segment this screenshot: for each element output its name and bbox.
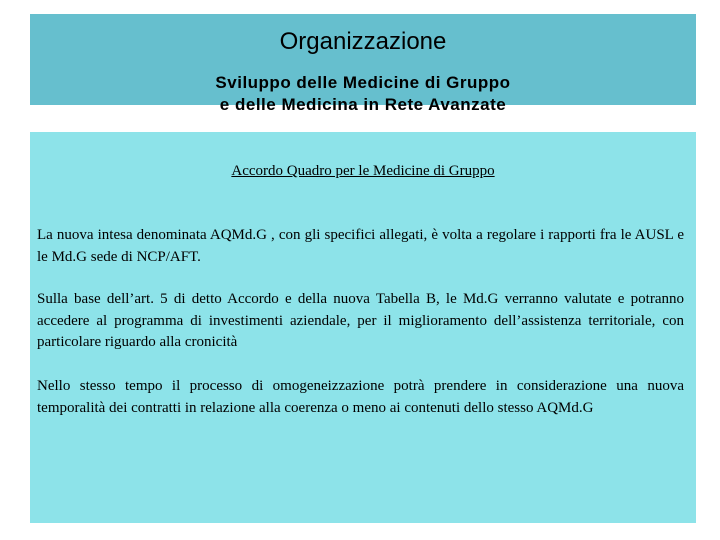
section-heading: Accordo Quadro per le Medicine di Gruppo: [231, 163, 495, 179]
subtitle-line-1: Sviluppo delle Medicine di Gruppo: [215, 73, 511, 92]
header-banner: [30, 14, 696, 114]
slide-subtitle: [30, 72, 696, 116]
content-panel: [30, 132, 696, 523]
paragraph-3: Nello stesso tempo il processo di omogeneizzazione potrà prendere in considerazione una nuova temporalità dei contratti in relazione alla coerenza o meno ai contenuti dello stesso AQMd.G: [37, 378, 684, 416]
subtitle-line-2: e delle Medicina in Rete Avanzate: [219, 95, 507, 114]
paragraph-2: Sulla base dell’art. 5 di detto Accordo e della nuova Tabella B, le Md.G verranno valutate e potranno accedere al programma di investimenti aziendale, per il miglioramento dell’assistenza territoriale, con particolare riguardo alla cronicità: [37, 291, 684, 350]
slide-title: Organizzazione: [279, 28, 447, 55]
paragraph-1: La nuova intesa denominata AQMd.G , con gli specifici allegati, è volta a regolare i rapporti fra le AUSL e le Md.G sede di NCP/AFT.: [37, 227, 684, 265]
